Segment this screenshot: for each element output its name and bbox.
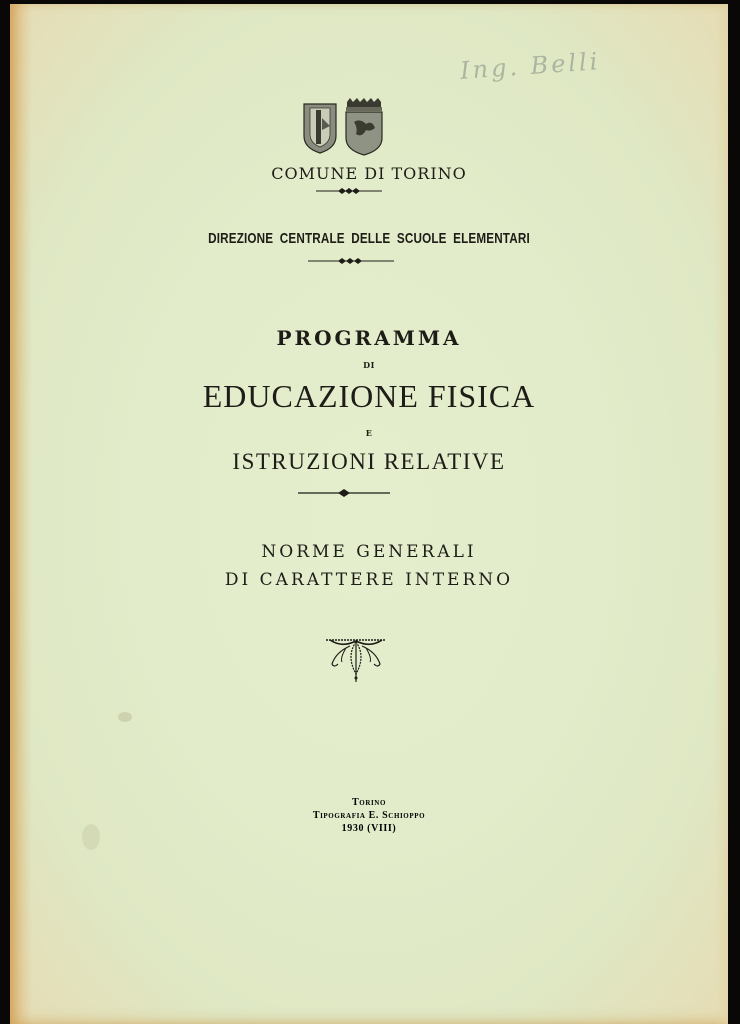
imprint-city: Torino xyxy=(352,797,386,808)
imprint-printer: Tipografia E. Schioppo xyxy=(312,810,426,821)
subtitle-line-carattere-interno: DI CARATTERE INTERNO xyxy=(224,570,514,590)
department-heading: DIREZIONE CENTRALE DELLE SCUOLE ELEMENTARI xyxy=(208,230,530,247)
coat-of-arms-icon xyxy=(300,98,390,156)
handwritten-pencil-note: Ing. Belli xyxy=(459,47,602,85)
ornamental-rule xyxy=(308,257,394,265)
imprint xyxy=(10,796,728,835)
title-line-programma: PROGRAMMA xyxy=(276,326,462,350)
ornamental-rule xyxy=(298,488,390,498)
municipality-heading: COMUNE DI TORINO xyxy=(271,164,467,183)
title-connector-e: E xyxy=(365,428,373,438)
fleuron-ornament-icon xyxy=(324,636,388,684)
paper-stain xyxy=(118,712,132,722)
title-page xyxy=(10,4,728,1024)
imprint-date: 1930 (VIII) xyxy=(341,823,397,834)
subtitle-line-norme-generali: NORME GENERALI xyxy=(261,542,477,562)
title-connector-di: DI xyxy=(363,360,375,370)
title-line-istruzioni-relative: ISTRUZIONI RELATIVE xyxy=(232,449,506,474)
ornamental-rule xyxy=(316,187,382,195)
title-line-educazione-fisica: EDUCAZIONE FISICA xyxy=(202,378,536,414)
